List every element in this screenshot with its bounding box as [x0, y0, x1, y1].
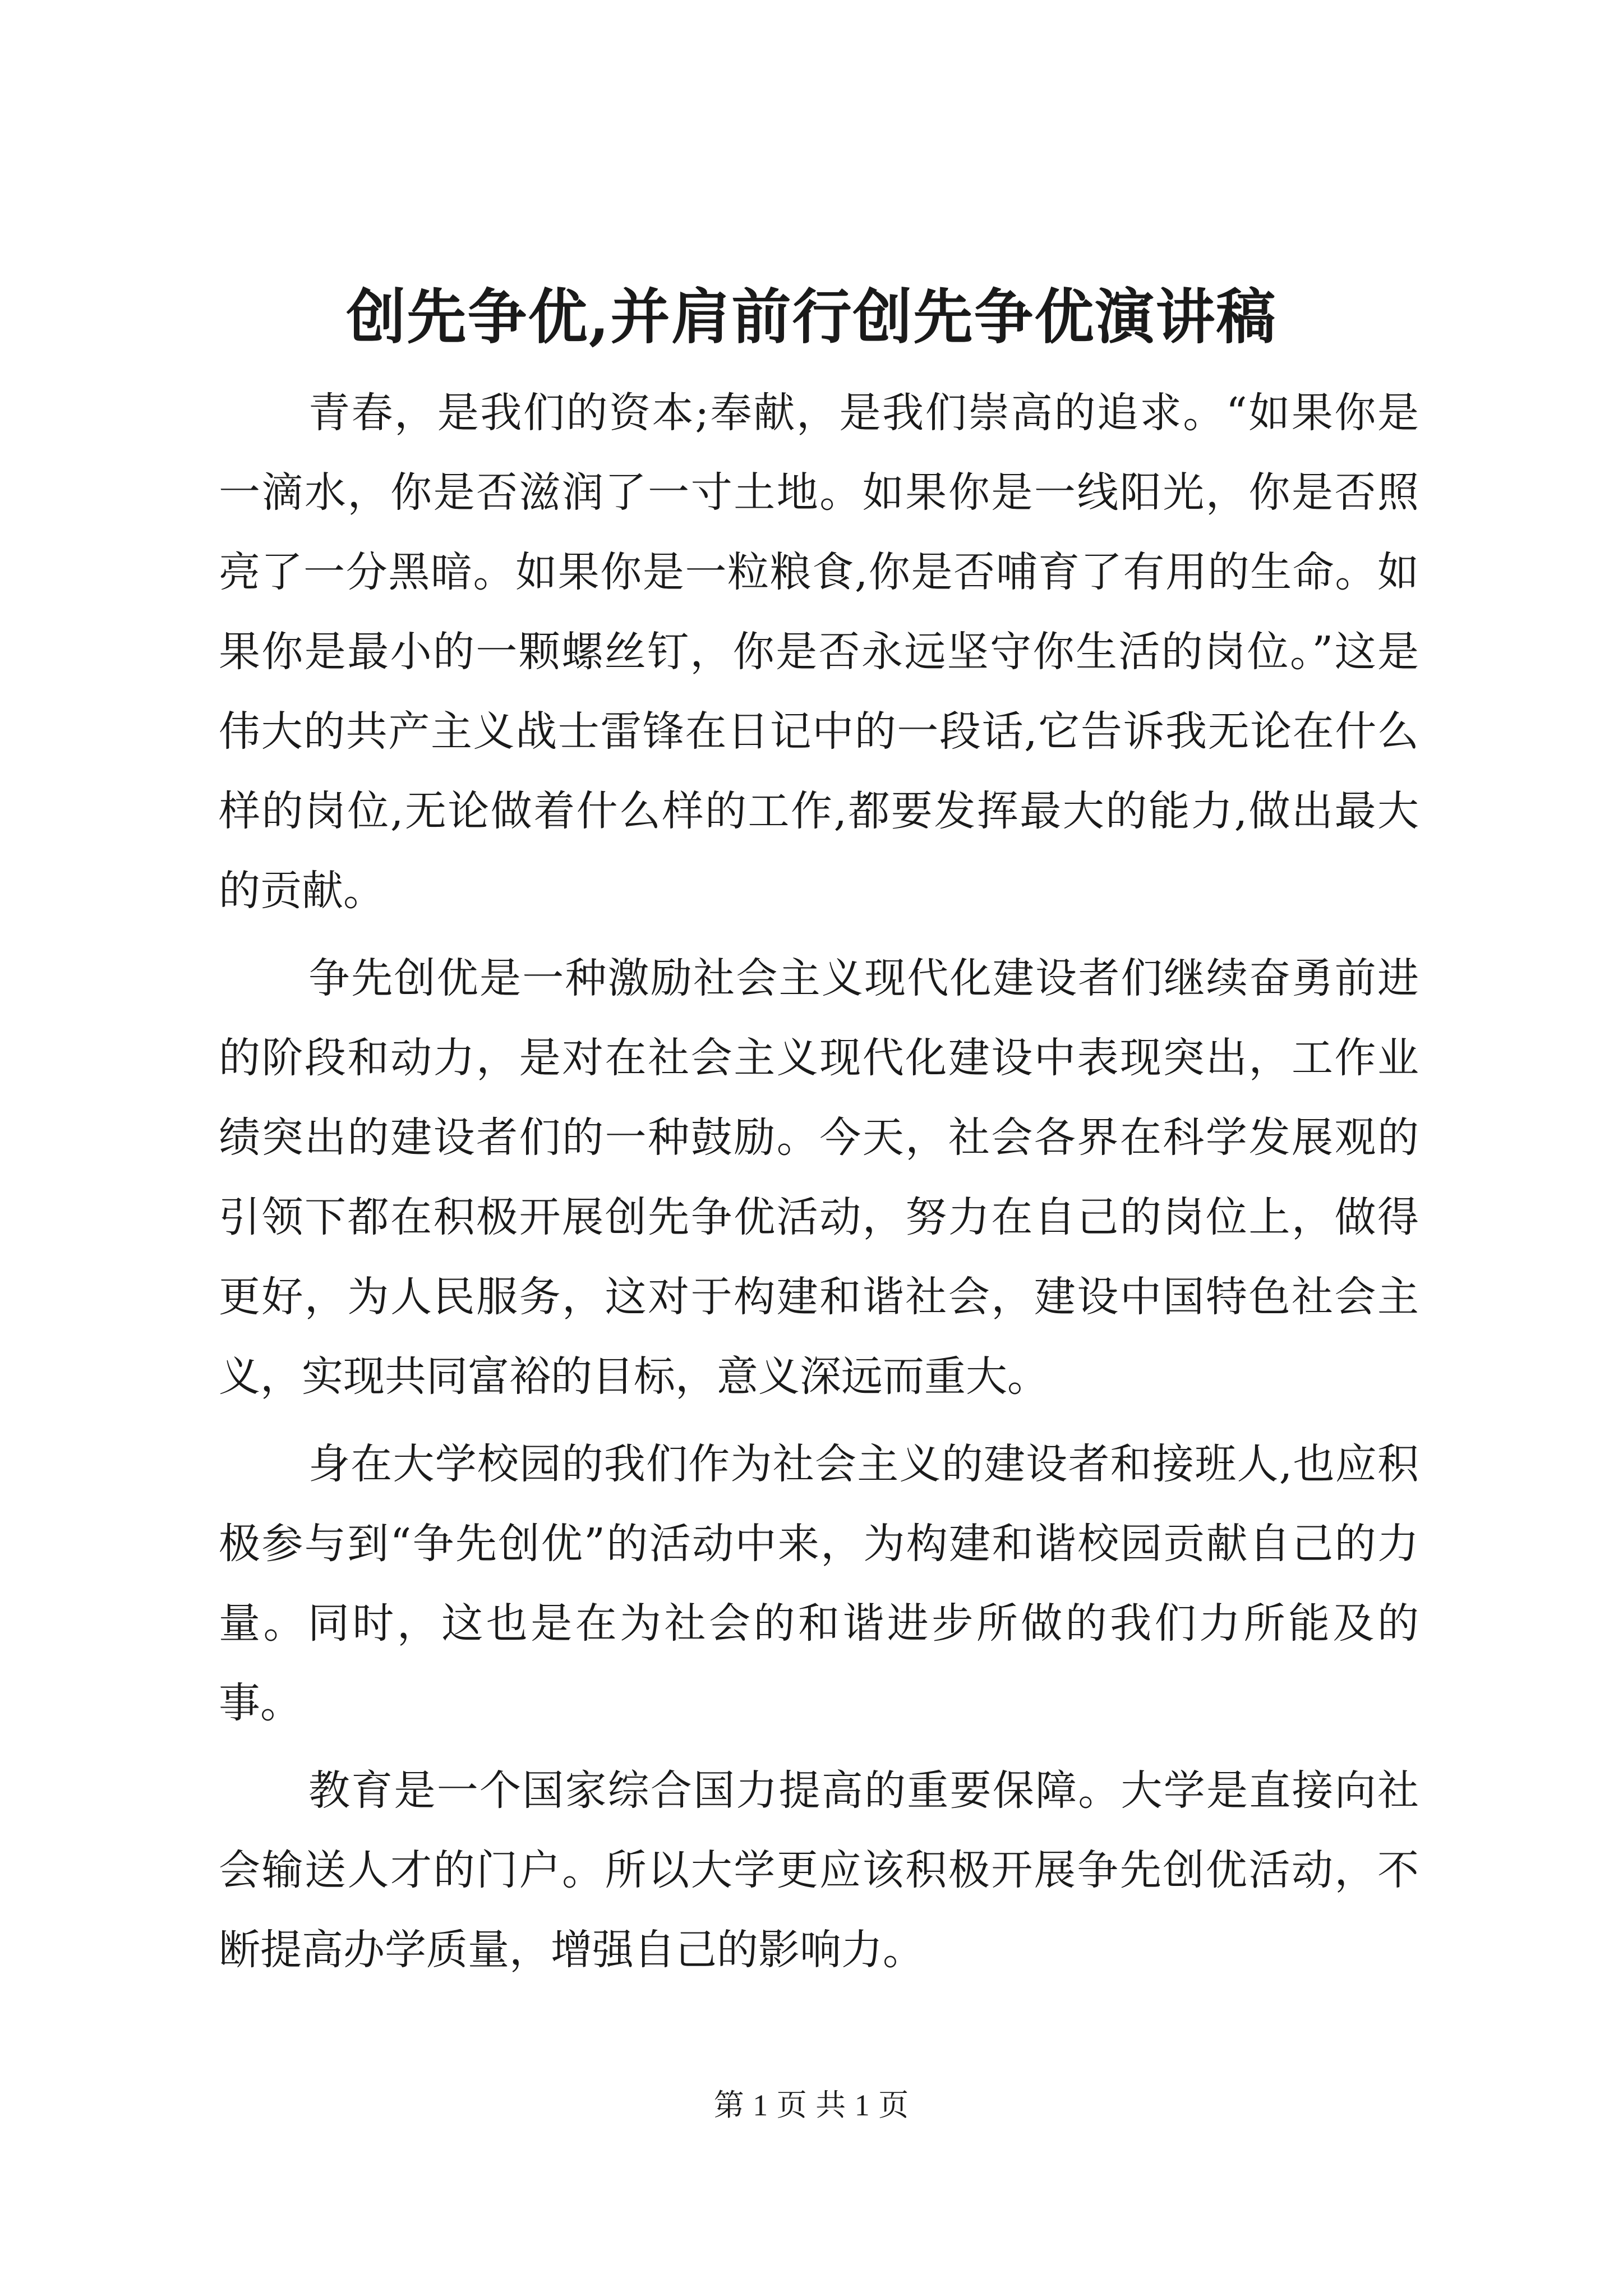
body-paragraph-4: 教育是一个国家综合国力提高的重要保障。大学是直接向社会输送人才的门户。所以大学更应该积极开展争先创优活动，不断提高办学质量，增强自己的影响力。	[219, 1766, 1419, 1974]
document-title: 创先争优,并肩前行创先争优演讲稿	[346, 282, 1277, 352]
body-paragraph-3: 身在大学校园的我们作为社会主义的建设者和接班人,也应积极参与到“争先创优”的活动中来，为构建和谐校园贡献自己的力量。同时，这也是在为社会的和谐进步所做的我们力所能及的事。	[219, 1440, 1419, 1727]
body-paragraph-1: 青春，是我们的资本;奉献，是我们崇高的追求。“如果你是一滴水，你是否滋润了一寸土地。如果你是一线阳光，你是否照亮了一分黑暗。如果你是一粒粮食,你是否哺育了有用的生命。如果你是最小的一颗螺丝钉，你是否永远坚守你生活的岗位。”这是伟大的共产主义战士雷锋在日记中的一段话,它告诉我无论在什么样的岗位,无论做着什么样的工作,都要发挥最大的能力,做出最大的贡献。	[219, 389, 1419, 915]
body-paragraph-2: 争先创优是一种激励社会主义现代化建设者们继续奋勇前进的阶段和动力，是对在社会主义现代化建设中表现突出，工作业绩突出的建设者们的一种鼓励。今天，社会各界在科学发展观的引领下都在积极开展创先争优活动，努力在自己的岗位上，做得更好，为人民服务，这对于构建和谐社会，建设中国特色社会主义，实现共同富裕的目标，意义深远而重大。	[219, 954, 1419, 1401]
page-number-footer: 第 1 页 共 1 页	[713, 2088, 910, 2122]
document-body	[219, 373, 1419, 1998]
